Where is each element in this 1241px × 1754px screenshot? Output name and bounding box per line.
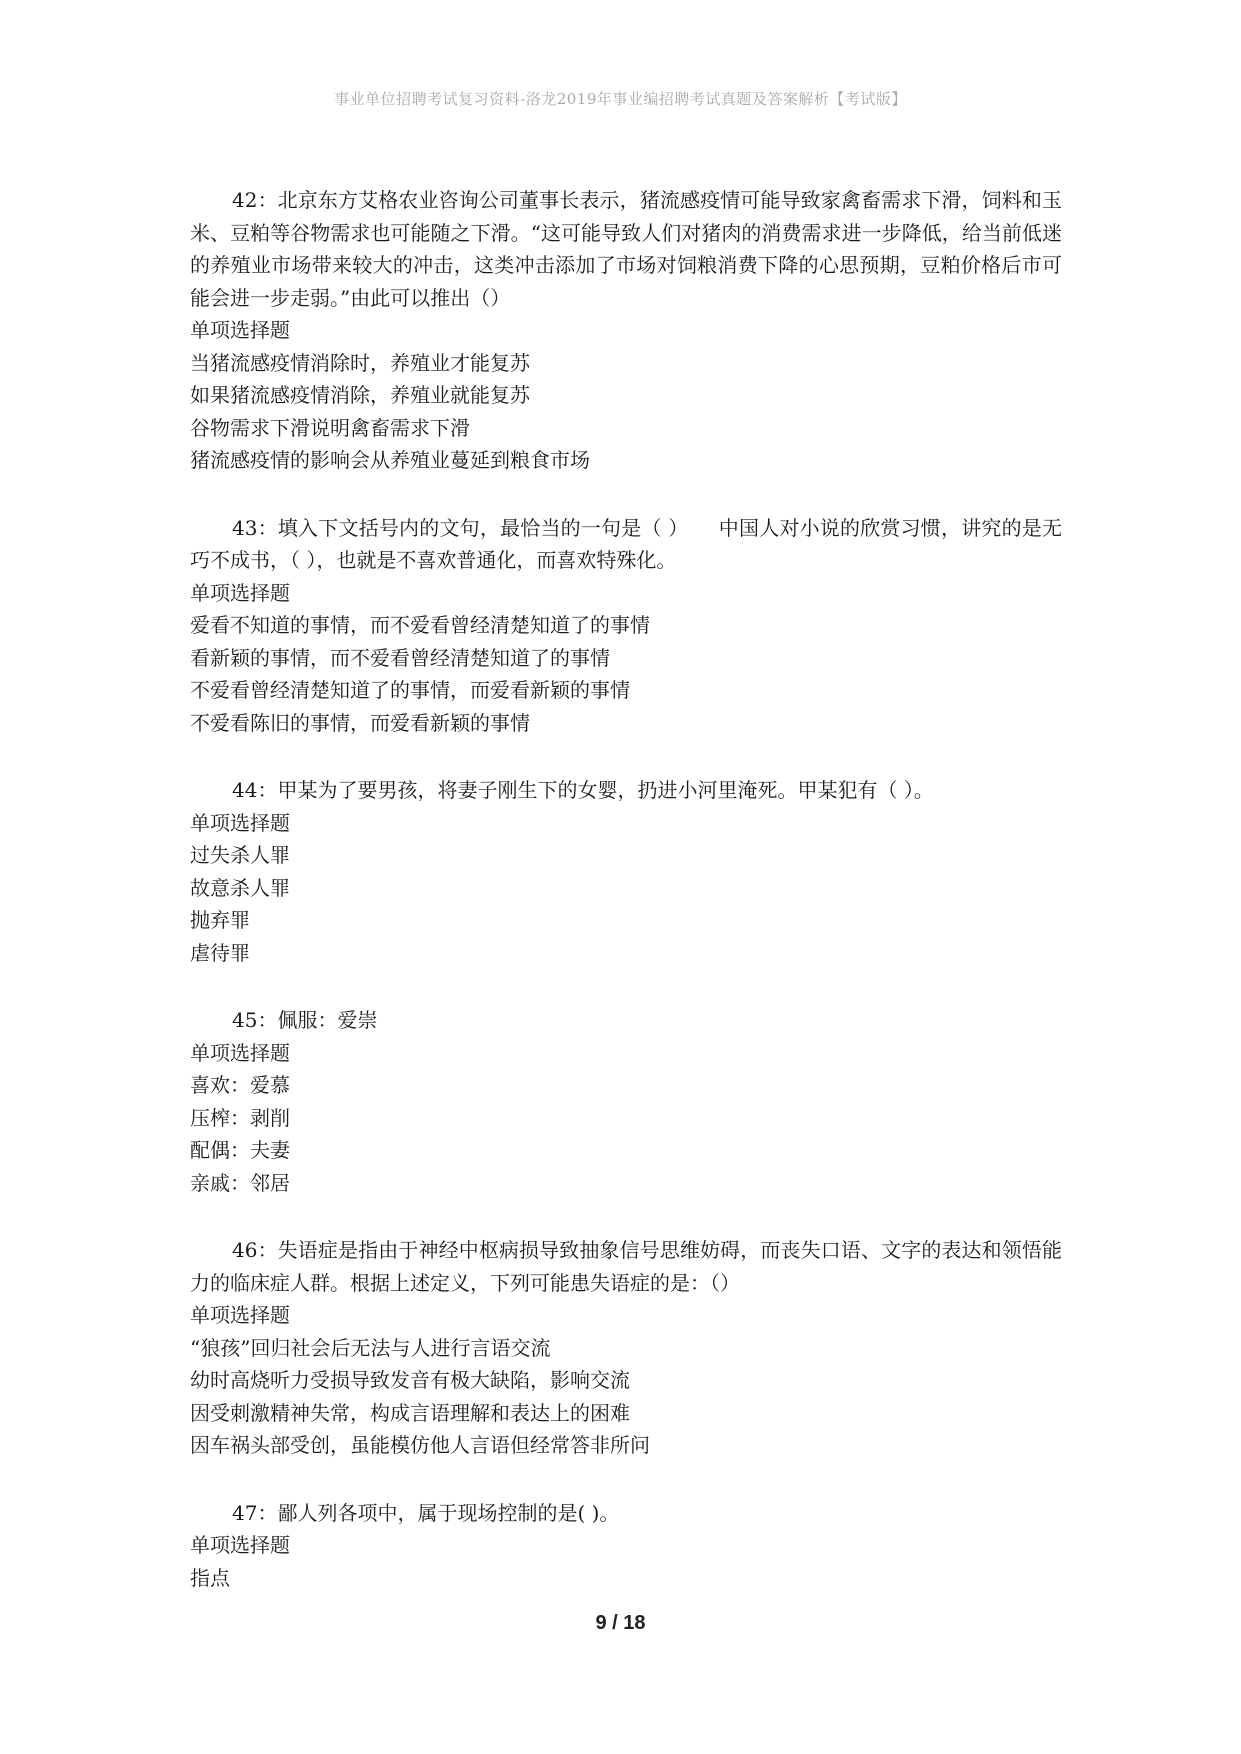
question-44 xyxy=(190,774,1062,969)
answer-option: 抛弃罪 xyxy=(190,908,250,932)
answer-option: 亲戚：邻居 xyxy=(190,1170,290,1195)
answer-option: 过失杀人罪 xyxy=(190,843,290,867)
page-number: 9 / 18 xyxy=(595,1612,646,1634)
question-47 xyxy=(190,1497,1062,1595)
answer-option: 因受刺激精神失常，构成言语理解和表达上的困难 xyxy=(190,1400,630,1425)
question-type: 单项选择题 xyxy=(190,810,290,835)
question-stem: 47：鄙人列各项中，属于现场控制的是( )。 xyxy=(232,1500,620,1525)
answer-option: 喜欢：爱慕 xyxy=(190,1073,290,1097)
question-type: 单项选择题 xyxy=(190,580,290,605)
answer-option: 压榨：剥削 xyxy=(190,1105,290,1130)
answer-option: 故意杀人罪 xyxy=(190,875,290,900)
question-type: 单项选择题 xyxy=(190,318,290,342)
answer-option: 虐待罪 xyxy=(190,940,250,965)
question-stem: 42：北京东方艾格农业咨询公司董事长表示，猪流感疫情可能导致家禽畜需求下滑，饲料和玉米、豆粕等谷物需求也可能随之下滑。“这可能导致人们对猪肉的消费需求进一步降低，给当前低迷的养殖业市场带来较大的冲击，这类冲击添加了市场对饲粮消费下降的心思预期，豆粕价格后市可能会进一步走弱。”由此可以推出（） xyxy=(190,188,1062,310)
question-43 xyxy=(190,512,1062,740)
answer-option: 当猪流感疫情消除时，养殖业才能复苏 xyxy=(190,350,530,375)
question-45 xyxy=(190,1004,1062,1199)
answer-option: 不爱看陈旧的事情，而爱看新颖的事情 xyxy=(190,710,530,735)
question-stem: 45：佩服：爱崇 xyxy=(232,1008,378,1032)
question-stem: 43：填入下文括号内的文句，最恰当的一句是（ ） 中国人对小说的欣赏习惯，讲究的是无巧不成书，（ ），也就是不喜欢普通化，而喜欢特殊化。 xyxy=(190,515,1062,572)
answer-option: 看新颖的事情，而不爱看曾经清楚知道了的事情 xyxy=(190,645,610,670)
answer-option: 不爱看曾经清楚知道了的事情，而爱看新颖的事情 xyxy=(190,678,630,702)
answer-option: 爱看不知道的事情，而不爱看曾经清楚知道了的事情 xyxy=(190,613,650,637)
answer-option: 因车祸头部受创，虽能模仿他人言语但经常答非所问 xyxy=(190,1433,650,1457)
answer-option: “狼孩”回归社会后无法与人进行言语交流 xyxy=(190,1335,551,1360)
question-46 xyxy=(190,1234,1062,1462)
answer-option: 配偶：夫妻 xyxy=(190,1138,290,1162)
answer-option: 谷物需求下滑说明禽畜需求下滑 xyxy=(190,415,470,440)
question-type: 单项选择题 xyxy=(190,1303,290,1327)
question-stem: 46：失语症是指由于神经中枢病损导致抽象信号思维妨碍，而丧失口语、文字的表达和领悟能力的临床症人群。根据上述定义，下列可能患失语症的是：（） xyxy=(190,1238,1062,1295)
question-42 xyxy=(190,184,1062,477)
question-type: 单项选择题 xyxy=(190,1040,290,1065)
answer-option: 幼时高烧听力受损导致发音有极大缺陷，影响交流 xyxy=(190,1368,630,1392)
answer-option: 猪流感疫情的影响会从养殖业蔓延到粮食市场 xyxy=(190,448,590,472)
question-stem: 44：甲某为了要男孩，将妻子刚生下的女婴，扔进小河里淹死。甲某犯有（ ）。 xyxy=(232,778,934,802)
page-header: 事业单位招聘考试复习资料-洛龙2019年事业编招聘考试真题及答案解析【考试版】 xyxy=(334,90,907,108)
document-body xyxy=(190,184,1062,1629)
question-type: 单项选择题 xyxy=(190,1533,290,1557)
answer-option: 如果猪流感疫情消除，养殖业就能复苏 xyxy=(190,383,530,407)
answer-option: 指点 xyxy=(190,1565,230,1590)
